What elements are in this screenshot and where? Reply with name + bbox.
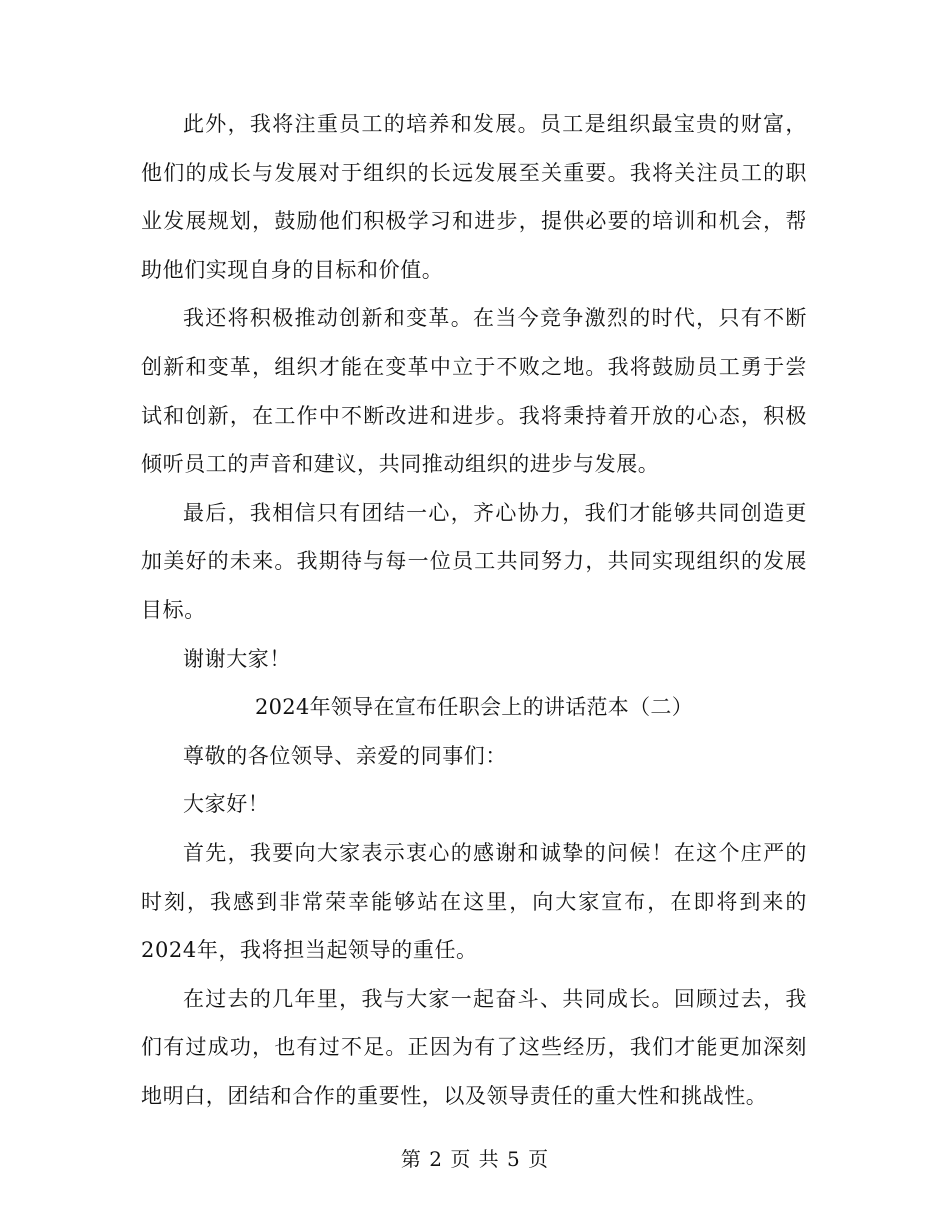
paragraph-retrospective: 在过去的几年里，我与大家一起奋斗、共同成长。回顾过去，我们有过成功，也有过不足。正因为有了这些经历，我们才能更加深刻地明白，团结和合作的重要性，以及领导责任的重大性和挑战性。: [141, 986, 807, 1108]
page-number-footer: 第 2 页 共 5 页: [400, 1147, 550, 1171]
paragraph-announcement: 首先，我要向大家表示衷心的感谢和诚挚的问候！在这个庄严的时刻，我感到非常荣幸能够站在这里，向大家宣布，在即将到来的2024年，我将担当起领导的重任。: [141, 840, 807, 963]
paragraph-salutation: 尊敬的各位领导、亲爱的同事们：: [183, 743, 507, 768]
section-title: 2024年领导在宣布任职会上的讲话范本（二）: [254, 695, 694, 720]
paragraph-thanks: 谢谢大家！: [183, 646, 291, 671]
document-body: [141, 100, 807, 1120]
paragraph-greeting: 大家好！: [183, 792, 270, 817]
paragraph-innovation: 我还将积极推动创新和变革。在当今竞争激烈的时代，只有不断创新和变革，组织才能在变革中立于不败之地。我将鼓励员工勇于尝试和创新，在工作中不断改进和进步。我将秉持着开放的心态，积极倾听员工的声音和建议，共同推动组织的进步与发展。: [141, 306, 807, 477]
paragraph-closing: 最后，我相信只有团结一心，齐心协力，我们才能够共同创造更加美好的未来。我期待与每一位员工共同努力，共同实现组织的发展目标。: [141, 500, 807, 622]
paragraph-employee-development: 此外，我将注重员工的培养和发展。员工是组织最宝贵的财富，他们的成长与发展对于组织的长远发展至关重要。我将关注员工的职业发展规划，鼓励他们积极学习和进步，提供必要的培训和机会，帮助他们实现自身的目标和价值。: [141, 112, 807, 282]
